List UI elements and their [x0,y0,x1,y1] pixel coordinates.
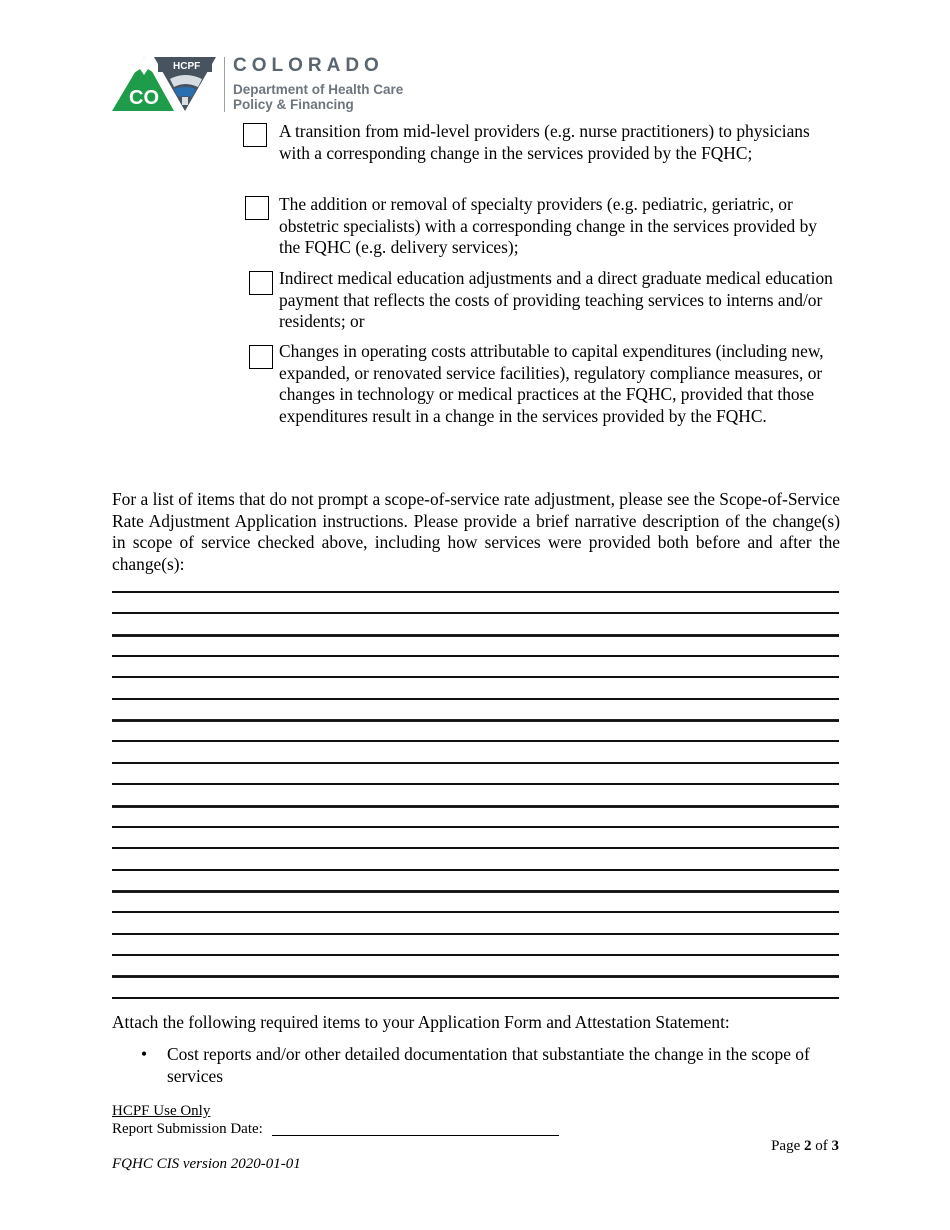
page-word: Page [771,1138,801,1154]
checklist-item-text: Indirect medical education adjustments and a direct graduate medical education payment that reflects the costs of providing teaching services to interns and/or residents; or [279,268,833,332]
hcpf-lettering: HCPF [173,61,201,72]
writing-line[interactable] [112,975,839,978]
page-total: 3 [831,1138,839,1154]
co-lettering: CO [129,87,159,109]
writing-line[interactable] [112,869,839,871]
writing-line[interactable] [112,805,839,808]
writing-line[interactable] [112,591,839,593]
checkbox-specialty-providers[interactable] [245,196,269,220]
writing-line[interactable] [112,740,839,742]
writing-line[interactable] [112,933,839,935]
checkbox-mid-level-transition[interactable] [243,123,267,147]
writing-line[interactable] [112,634,839,637]
colorado-co-emblem [112,55,218,113]
department-line-1: Department of Health Care [233,82,404,97]
writing-line[interactable] [112,719,839,722]
report-submission-date-field[interactable] [272,1135,559,1136]
checklist-item-text: A transition from mid-level providers (e.g. nurse practitioners) to physicians with a corresponding change in the services provided by the FQHC; [279,121,810,163]
page-of: of [815,1138,828,1154]
writing-line[interactable] [112,612,839,614]
attach-item: Cost reports and/or other detailed documentation that substantiate the change in the scope of services [167,1044,810,1086]
checklist-item-text: Changes in operating costs attributable to capital expenditures (including new, expanded, or renovated service facilities), regulatory compliance measures, or changes in technology or medical practices at the FQHC, provided that those expenditures result in a change in the services provided by the FQHC. [279,341,824,426]
writing-line[interactable] [112,676,839,678]
department-line-2: Policy & Financing [233,97,354,112]
writing-line[interactable] [112,911,839,913]
writing-line[interactable] [112,997,839,999]
state-name: COLORADO [233,55,384,76]
narrative-prompt: For a list of items that do not prompt a scope-of-service rate adjustment, please see the Scope-of-Service Rate Adjustment Application instructions. Please provide a brief narrative description of the change(s) in scope of service checked above, including how services were provided both before and after the change(s): [112,489,840,574]
writing-line[interactable] [112,762,839,764]
writing-line[interactable] [112,783,839,785]
writing-line[interactable] [112,826,839,828]
checkbox-capital-expenditures[interactable] [249,345,273,369]
logo-divider [224,57,225,112]
department-name [233,82,403,112]
writing-line[interactable] [112,954,839,956]
attach-intro: Attach the following required items to your Application Form and Attestation Statement: [112,1012,730,1032]
bullet-icon: • [141,1044,148,1064]
writing-line[interactable] [112,890,839,893]
form-version: FQHC CIS version 2020-01-01 [112,1156,301,1172]
hcpf-use-only-label: HCPF Use Only [112,1103,211,1119]
writing-line[interactable] [112,698,839,700]
writing-line[interactable] [112,847,839,849]
report-submission-label: Report Submission Date: [112,1121,263,1137]
checklist-item-text: The addition or removal of specialty providers (e.g. pediatric, geriatric, or obstetric specialists) with a corresponding change in the services provided by the FQHC (e.g. delivery services); [279,194,817,258]
hcpf-logo [112,55,432,115]
checkbox-medical-education[interactable] [249,271,273,295]
page-current: 2 [804,1138,812,1154]
page-number [730,1138,839,1155]
writing-line[interactable] [112,655,839,657]
